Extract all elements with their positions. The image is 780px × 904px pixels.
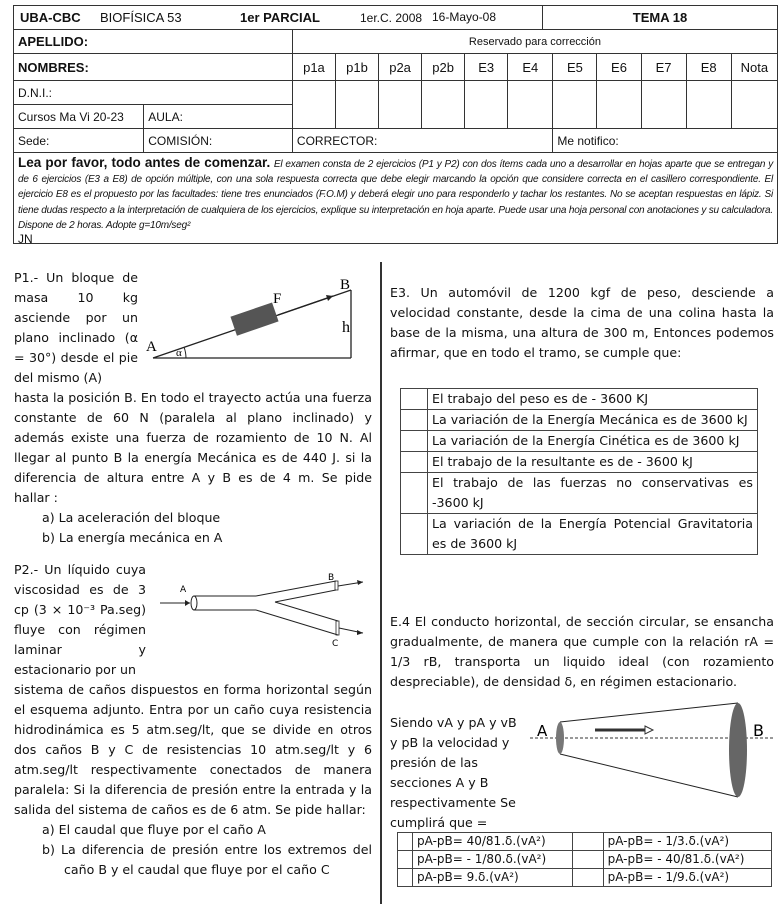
e4-option-4: pA-pB= - 1/3.δ.(vA²): [603, 833, 771, 851]
score-cell-p2b[interactable]: [422, 81, 465, 129]
comision-field[interactable]: COMISIÓN:: [144, 129, 293, 153]
score-cell-e7[interactable]: [641, 81, 686, 129]
pipe-a-label: A: [180, 585, 187, 595]
instructions-lead: Lea por favor, todo antes de comenzar.: [18, 155, 271, 170]
p2-item-b: b) La diferencia de presión entre los extremos del caño B y el caudal que fluye por el caño C: [42, 842, 372, 877]
exam-name: 1er PARCIAL: [240, 10, 320, 25]
e3-option-2-checkbox[interactable]: [401, 410, 428, 431]
e3-option-4: El trabajo de la resultante es de - 3600 kJ: [428, 452, 758, 473]
reserved-label: Reservado para corrección: [292, 30, 777, 54]
notificado-field[interactable]: Me notifico:: [553, 129, 778, 153]
score-cell-p2a[interactable]: [379, 81, 422, 129]
score-cell-e5[interactable]: [553, 81, 597, 129]
section-a-label: A: [537, 722, 548, 740]
section-b-label: B: [753, 721, 764, 740]
e4-option-5: pA-pB= - 40/81.δ.(vA²): [603, 851, 771, 869]
instructions-initials: JN: [18, 232, 33, 247]
exam-date: 16-Mayo-08: [432, 6, 543, 29]
e3-option-3: La variación de la Energía Cinética es de 3600 kJ: [428, 431, 758, 452]
instructions-body: El examen consta de 2 ejercicios (P1 y P2) con dos ítems cada uno a desarrollar en hojas aparte que se entregan y de 6 ejercicios (E3 a E8) de opción múltiple, con una sola respuesta correcta que debe elegir marcando la opción que considere correcta en el casillero correspondiente. El ejercicio E8 es el propuesto por las facultades: tiene tres enunciados (F.O.M) y deberá elegir uno para responderlo y tachar los restantes. No se aceptan respuestas en lápiz. Si tiene dudas respecto a la interpretación de cualquiera de los ejercicios, explique su interpretación en hoja aparte. Puede usar una hoja personal con anotaciones y su calculadora. Dispone de 2 horas. Adopte g=10m/seg²: [18, 159, 773, 231]
cursos-field: Cursos Ma Vi 20-23: [14, 105, 144, 129]
e3-option-2: La variación de la Energía Mecánica es de 3600 kJ: [428, 410, 758, 431]
score-cell-nota[interactable]: [731, 81, 777, 129]
point-b-label: B: [340, 277, 351, 293]
p2-body-block: [14, 680, 372, 880]
score-header-e6: E6: [597, 54, 641, 81]
e4-statement: E.4 El conducto horizontal, de sección circular, se ensancha gradualmente, de manera que cumple con la relación rA = 1/3 rB, transporta un liquido ideal (con rozamiento despreciable), de densidad δ, en régimen estacionario.: [390, 614, 774, 689]
score-cell-e4[interactable]: [508, 81, 553, 129]
e4-option-4-checkbox[interactable]: [572, 833, 603, 851]
score-header-p2b: p2b: [422, 54, 465, 81]
e4-option-1-checkbox[interactable]: [398, 833, 413, 851]
e3-option-5-checkbox[interactable]: [401, 473, 428, 514]
corrector-field[interactable]: CORRECTOR:: [292, 129, 552, 153]
score-cell-p1a[interactable]: [292, 81, 335, 129]
score-header-p2a: p2a: [379, 54, 422, 81]
score-header-e8: E8: [686, 54, 731, 81]
score-header-p1b: p1b: [335, 54, 378, 81]
e4-option-3: pA-pB= 9.δ.(vA²): [413, 869, 573, 887]
p2-item-a: a) El caudal que fluye por el caño A: [42, 822, 266, 837]
widening-pipe-diagram: [530, 700, 780, 810]
e4-option-2-checkbox[interactable]: [398, 851, 413, 869]
exam-header-form: [13, 5, 778, 153]
e4-option-6: pA-pB= - 1/9.δ.(vA²): [603, 869, 771, 887]
height-h-label: h: [342, 319, 350, 336]
angle-alpha-label: α: [176, 347, 182, 359]
score-cell-e3[interactable]: [465, 81, 508, 129]
sede-field[interactable]: Sede:: [14, 129, 144, 153]
e4-option-1: pA-pB= 40/81.δ.(vA²): [413, 833, 573, 851]
e3-statement: E3. Un automóvil de 1200 kgf de peso, desciende a velocidad constante, desde la cima de una colina hasta la base de la misma, una altura de 300 m, Entonces podemos afirmar, que en todo el tramo, se cumple que:: [390, 285, 774, 360]
term: 1er.C. 2008: [360, 10, 423, 25]
pipe-b-label: B: [328, 573, 335, 583]
p1-item-b: b) La energía mecánica en A: [42, 530, 223, 545]
p2-body: sistema de caños dispuestos en forma horizontal según el esquema adjunto. Entra por un caño cuya resistencia hidrodinámica es 5 atm.seg/lt, que se divide en otros dos caños B y C de resistencias 10 atm.seg/lt y 6 atm.seg/lt respectivamente conectados de manera paralela: Si la diferencia de presión entre la entrada y la salida del sistema de caños es de 6 atm. Se pide hallar:: [14, 682, 372, 817]
p2-intro: P2.- Un líquido cuya viscosidad es de 3 cp (3 × 10⁻³ Pa.seg) fluye con régimen laminar y estacionario por un: [14, 562, 146, 677]
e3-option-5: El trabajo de las fuerzas no conservativas es -3600 kJ: [428, 473, 758, 514]
p1-item-a: a) La aceleración del bloque: [42, 510, 221, 525]
score-header-p1a: p1a: [292, 54, 335, 81]
e3-option-6: La variación de la Energía Potencial Gravitatoria es de 3600 kJ: [428, 514, 758, 555]
nombres-field[interactable]: NOMBRES:: [14, 54, 293, 81]
score-header-e5: E5: [553, 54, 597, 81]
e4-option-5-checkbox[interactable]: [572, 851, 603, 869]
e4-side-text: Siendo vA y pA y vB y pB la velocidad y presión de las secciones A y B respectivamente Se cumplirá que =: [390, 715, 517, 830]
instructions-box: [13, 152, 778, 247]
institution: UBA-CBC: [20, 10, 81, 25]
point-a-label: A: [146, 339, 157, 355]
score-cell-p1b[interactable]: [335, 81, 378, 129]
apellido-field[interactable]: APELLIDO:: [14, 30, 293, 54]
force-f-label: F: [273, 291, 282, 307]
aula-field[interactable]: AULA:: [144, 105, 293, 129]
pipe-c-label: C: [332, 639, 339, 649]
e4-option-3-checkbox[interactable]: [398, 869, 413, 887]
block-icon: [230, 302, 278, 335]
e3-option-1: El trabajo del peso es de - 3600 KJ: [428, 389, 758, 410]
pipe-branch-diagram: [160, 573, 365, 649]
column-divider: [380, 262, 382, 904]
score-header-e4: E4: [508, 54, 553, 81]
e4-options-table: [397, 832, 772, 887]
p1-intro: P1.- Un bloque de masa 10 kg asciende por un plano inclinado (α = 30°) desde el pie del mismo (A): [14, 270, 138, 385]
e4-option-6-checkbox[interactable]: [572, 869, 603, 887]
e3-options-table: [400, 388, 758, 555]
dni-field[interactable]: D.N.I.:: [14, 81, 293, 105]
score-header-e7: E7: [641, 54, 686, 81]
score-cell-e6[interactable]: [597, 81, 641, 129]
e3-option-6-checkbox[interactable]: [401, 514, 428, 555]
course-name: BIOFÍSICA 53: [100, 10, 182, 25]
e4-option-2: pA-pB= - 1/80.δ.(vA²): [413, 851, 573, 869]
p1-body-block: [14, 388, 372, 548]
p1-body: hasta la posición B. En todo el trayecto actúa una fuerza constante de 60 N (paralela al plano inclinado) y además existe una fuerza de rozamiento de 10 N. Al llegar al punto B la energía Mecánica es de 440 J. si la diferencia de altura entre A y B es de 4 m. Se pide hallar :: [14, 390, 372, 505]
e3-option-1-checkbox[interactable]: [401, 389, 428, 410]
inclined-plane-diagram: [148, 275, 363, 367]
tema-number: TEMA 18: [632, 10, 688, 25]
e3-option-4-checkbox[interactable]: [401, 452, 428, 473]
score-cell-e8[interactable]: [686, 81, 731, 129]
score-header-nota: Nota: [731, 54, 777, 81]
score-header-e3: E3: [465, 54, 508, 81]
e3-option-3-checkbox[interactable]: [401, 431, 428, 452]
